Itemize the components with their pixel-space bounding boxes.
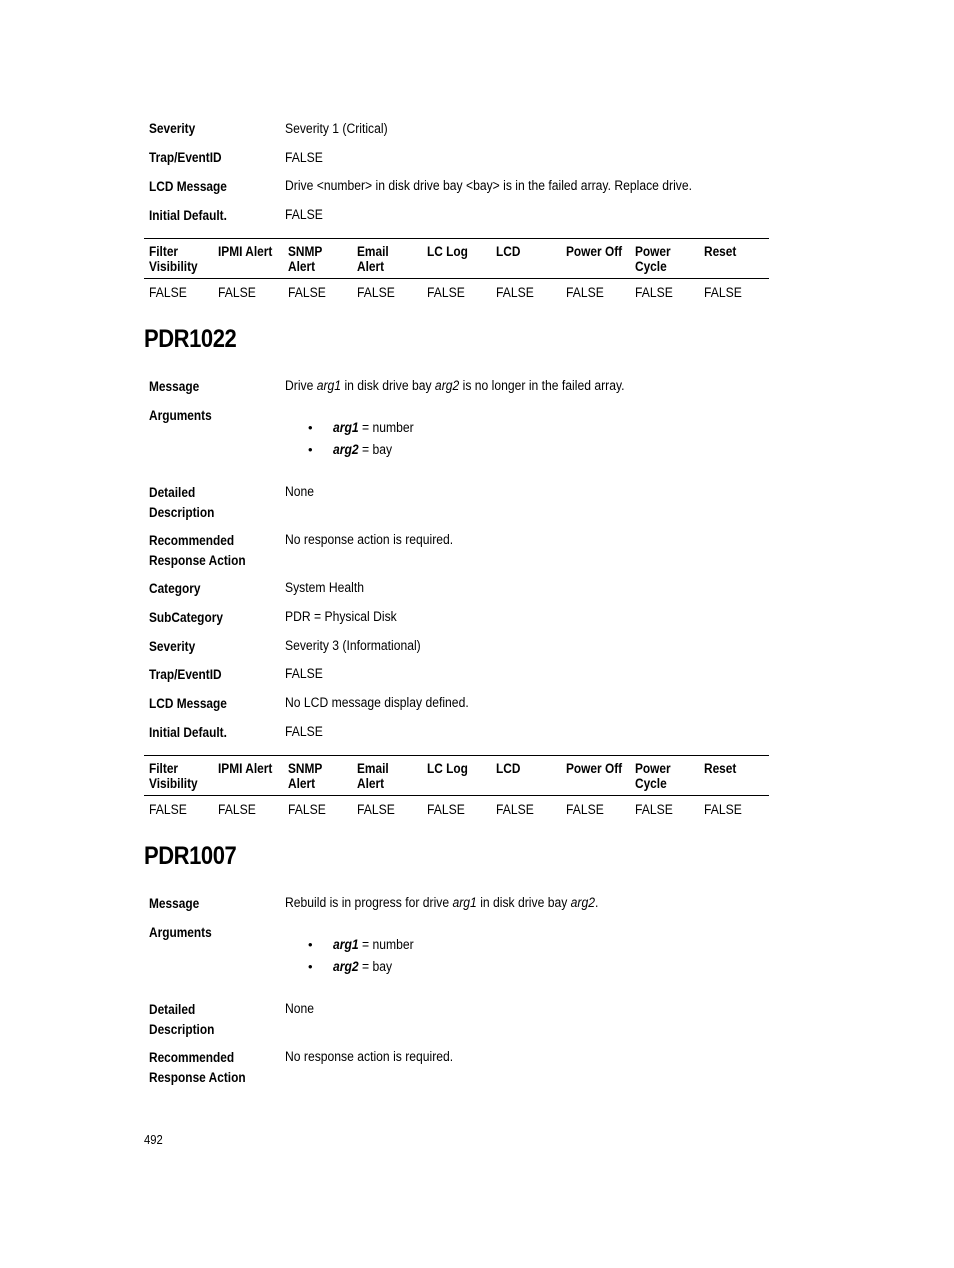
table-cell: FALSE <box>496 285 534 300</box>
field-value: FALSE <box>285 150 323 165</box>
field-label: Severity <box>149 639 196 654</box>
field-label: Initial Default. <box>149 725 227 740</box>
table-header-cell: SNMP Alert <box>288 244 323 274</box>
field-value: Severity 3 (Informational) <box>285 638 421 653</box>
field-value: FALSE <box>285 666 323 681</box>
table-header-cell: Power Off <box>566 761 623 776</box>
table-cell: FALSE <box>427 802 465 817</box>
table-header-cell: LCD <box>496 761 521 776</box>
field-value: No LCD message display defined. <box>285 695 469 710</box>
field-value: FALSE <box>285 207 323 222</box>
table-cell: FALSE <box>566 802 604 817</box>
field-label: LCD Message <box>149 696 227 711</box>
field-label: Arguments <box>149 408 212 423</box>
table-cell: FALSE <box>704 285 742 300</box>
field-label: Message <box>149 896 200 911</box>
message-value: Drive arg1 in disk drive bay arg2 is no longer in the failed array. <box>285 378 625 393</box>
field-label: Detailed Description <box>149 485 215 520</box>
table-cell: FALSE <box>704 802 742 817</box>
table-header-cell: LC Log <box>427 761 468 776</box>
bullet-icon: • <box>308 442 313 457</box>
page-number: 492 <box>144 1133 163 1147</box>
field-label: SubCategory <box>149 610 223 625</box>
argument-item: arg2 = bay <box>333 442 393 457</box>
argument-item: arg1 = number <box>333 420 414 435</box>
table-cell: FALSE <box>149 285 187 300</box>
section-title: PDR1022 <box>144 325 237 353</box>
field-value: System Health <box>285 580 365 595</box>
table-cell: FALSE <box>566 285 604 300</box>
table-header-cell: Filter Visibility <box>149 244 198 274</box>
table-header-cell: Filter Visibility <box>149 761 198 791</box>
argument-item: arg1 = number <box>333 937 414 952</box>
table-header-cell: IPMI Alert <box>218 244 273 259</box>
field-value: None <box>285 1001 315 1016</box>
field-label: Severity <box>149 121 196 136</box>
table-cell: FALSE <box>496 802 534 817</box>
field-value: Severity 1 (Critical) <box>285 121 388 136</box>
field-value: No response action is required. <box>285 1049 454 1064</box>
table-header-cell: Reset <box>704 761 737 776</box>
field-value: No response action is required. <box>285 532 454 547</box>
field-label: Message <box>149 379 200 394</box>
field-value: Drive <number> in disk drive bay <bay> is in the failed array. Replace drive. <box>285 178 693 193</box>
message-value: Rebuild is in progress for drive arg1 in disk drive bay arg2. <box>285 895 599 910</box>
bullet-icon: • <box>308 959 313 974</box>
table-header-cell: Reset <box>704 244 737 259</box>
field-label: Recommended Response Action <box>149 533 246 568</box>
table-header-cell: LCD <box>496 244 521 259</box>
field-value: None <box>285 484 315 499</box>
table-cell: FALSE <box>288 285 326 300</box>
bullet-icon: • <box>308 420 313 435</box>
table-header-cell: LC Log <box>427 244 468 259</box>
table-cell: FALSE <box>427 285 465 300</box>
table-header-cell: Power Cycle <box>635 244 671 274</box>
table-cell: FALSE <box>288 802 326 817</box>
table-top-rule <box>144 238 769 239</box>
field-label: Trap/EventID <box>149 667 222 682</box>
table-header-cell: SNMP Alert <box>288 761 323 791</box>
table-cell: FALSE <box>357 285 395 300</box>
field-label: Category <box>149 581 201 596</box>
field-value: FALSE <box>285 724 323 739</box>
section-title: PDR1007 <box>144 842 237 870</box>
field-value: PDR = Physical Disk <box>285 609 397 624</box>
table-cell: FALSE <box>635 285 673 300</box>
field-label: Detailed Description <box>149 1002 215 1037</box>
table-header-cell: Power Cycle <box>635 761 671 791</box>
table-header-cell: Power Off <box>566 244 623 259</box>
table-cell: FALSE <box>149 802 187 817</box>
table-cell: FALSE <box>635 802 673 817</box>
field-label: Arguments <box>149 925 212 940</box>
table-cell: FALSE <box>357 802 395 817</box>
table-header-cell: Email Alert <box>357 761 389 791</box>
table-header-cell: Email Alert <box>357 244 389 274</box>
argument-item: arg2 = bay <box>333 959 393 974</box>
table-top-rule <box>144 755 769 756</box>
table-cell: FALSE <box>218 285 256 300</box>
table-header-rule <box>144 795 769 796</box>
field-label: Recommended Response Action <box>149 1050 246 1085</box>
table-cell: FALSE <box>218 802 256 817</box>
field-label: Initial Default. <box>149 208 227 223</box>
field-label: LCD Message <box>149 179 227 194</box>
table-header-cell: IPMI Alert <box>218 761 273 776</box>
table-header-rule <box>144 278 769 279</box>
field-label: Trap/EventID <box>149 150 222 165</box>
bullet-icon: • <box>308 937 313 952</box>
